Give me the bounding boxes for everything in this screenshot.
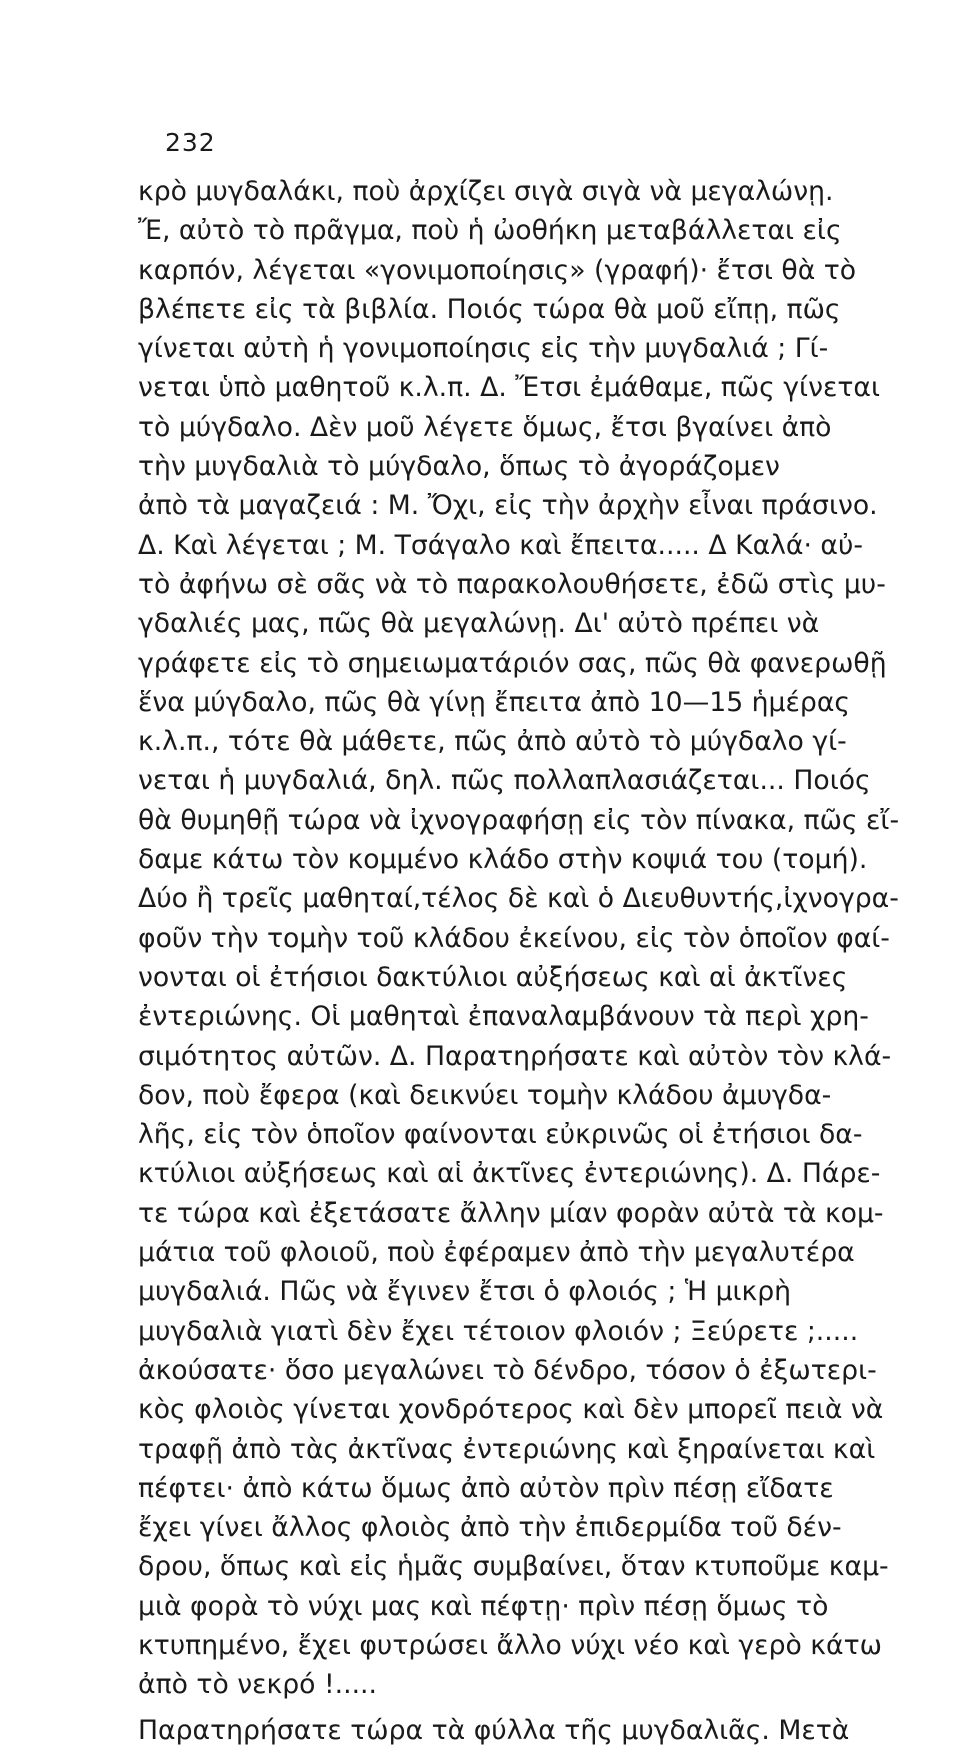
text-line: γδαλιές μας, πῶς θὰ μεγαλώνῃ. Δι' αὐτὸ πρέπει νὰ: [138, 608, 820, 640]
text-line: ἕνα μύγδαλο, πῶς θὰ γίνῃ ἔπειτα ἀπὸ 10—15 ἡμέρας: [138, 686, 851, 718]
text-line: Δύο ἢ τρεῖς μαθηταί,τέλος δὲ καὶ ὁ Διευθυντής,ἰχνογρα-: [138, 883, 899, 915]
text-line: τὴν μυγδαλιὰ τὸ μύγδαλο, ὅπως τὸ ἀγοράζομεν: [138, 451, 780, 483]
text-line: ἐντεριώνης. Οἱ μαθηταὶ ἐπαναλαμβάνουν τὰ περὶ χρη-: [138, 1001, 869, 1033]
text-line: τραφῇ ἀπὸ τὰς ἀκτῖνας ἐντεριώνης καὶ ξηραίνεται καὶ: [138, 1433, 876, 1465]
page-number: 232: [165, 128, 216, 157]
text-line: σιμότητος αὐτῶν. Δ. Παρατηρήσατε καὶ αὐτὸν τὸν κλά-: [138, 1040, 892, 1072]
text-line: τὸ μύγδαλο. Δὲν μοῦ λέγετε ὅμως, ἔτσι βγαίνει ἀπὸ: [138, 411, 832, 443]
text-line: κτυπημένο, ἔχει φυτρώσει ἄλλο νύχι νέο καὶ γερὸ κάτω: [138, 1629, 882, 1661]
text-line: ἀπὸ τὰ μαγαζειά : Μ. Ὄχι, εἰς τὴν ἀρχὴν εἶναι πράσινο.: [138, 490, 878, 522]
text-line: δαμε κάτω τὸν κομμένο κλάδο στὴν κοψιά του (τομή).: [138, 844, 868, 876]
text-line: κρὸ μυγδαλάκι, ποὺ ἀρχίζει σιγὰ σιγὰ νὰ μεγαλώνῃ.: [138, 176, 834, 207]
text-line: μάτια τοῦ φλοιοῦ, ποὺ ἐφέραμεν ἀπὸ τὴν μεγαλυτέρα: [138, 1237, 855, 1269]
text-line: τὸ ἀφήνω σὲ σᾶς νὰ τὸ παρακολουθήσετε, ἐδῶ στὶς μυ-: [138, 568, 886, 600]
text-line: γράφετε εἰς τὸ σημειωματάριόν σας, πῶς θὰ φανερωθῇ: [138, 647, 887, 679]
text-line: κ.λ.π., τότε θὰ μάθετε, πῶς ἀπὸ αὐτὸ τὸ μύγδαλο γί-: [138, 726, 847, 758]
text-line: ἀκούσατε· ὅσο μεγαλώνει τὸ δένδρο, τόσον ὁ ἐξωτερι-: [138, 1354, 877, 1386]
text-line: κὸς φλοιὸς γίνεται χονδρότερος καὶ δὲν μπορεῖ πειὰ νὰ: [138, 1394, 884, 1426]
text-line: καρπόν, λέγεται «γονιμοποίησις» (γραφή)· ἔτσι θὰ τὸ: [138, 254, 857, 286]
text-line: ἔχει γίνει ἄλλος φλοιὸς ἀπὸ τὴν ἐπιδερμίδα τοῦ δέν-: [138, 1512, 842, 1544]
text-line: θὰ θυμηθῇ τώρα νὰ ἰχνογραφήσῃ εἰς τὸν πίνακα, πῶς εἴ-: [138, 804, 900, 836]
text-line: νεται ὑπὸ μαθητοῦ κ.λ.π. Δ. Ἔτσι ἐμάθαμε, πῶς γίνεται: [138, 372, 881, 404]
text-line: μυγδαλιὰ γιατὶ δὲν ἔχει τέτοιον φλοιόν ; Ξεύρετε ;.....: [138, 1315, 859, 1347]
text-line: δρου, ὅπως καὶ εἰς ἡμᾶς συμβαίνει, ὅταν κτυποῦμε καμ-: [138, 1551, 889, 1583]
text-line: λῆς, εἰς τὸν ὁποῖον φαίνονται εὐκρινῶς οἱ ἐτήσιοι δα-: [138, 1119, 863, 1151]
text-line: νεται ἡ μυγδαλιά, δηλ. πῶς πολλαπλασιάζεται... Ποιός: [138, 765, 871, 797]
text-line: ἀπὸ τὸ νεκρό !.....: [138, 1669, 377, 1701]
text-line: κτύλιοι αὐξήσεως καὶ αἱ ἀκτῖνες ἐντεριώνης). Δ. Πάρε-: [138, 1158, 881, 1190]
text-line: γίνεται αὐτὴ ἡ γονιμοποίησις εἰς τὴν μυγδαλιά ; Γί-: [138, 333, 829, 365]
text-line: πέφτει· ἀπὸ κάτω ὅμως ἀπὸ αὐτὸν πρὶν πέσῃ εἴδατε: [138, 1472, 834, 1504]
text-line: μιὰ φορὰ τὸ νύχι μας καὶ πέφτῃ· πρὶν πέσῃ ὅμως τὸ: [138, 1590, 829, 1622]
paragraph-start-line: Παρατηρήσατε τώρα τὰ φύλλα τῆς μυγδαλιᾶς. Μετὰ: [138, 1714, 850, 1746]
text-line: δον, ποὺ ἔφερα (καὶ δεικνύει τομὴν κλάδου ἀμυγδα-: [138, 1079, 832, 1111]
body-text: [138, 172, 938, 1750]
text-line: βλέπετε εἰς τὰ βιβλία. Ποιός τώρα θὰ μοῦ εἴπῃ, πῶς: [138, 293, 841, 325]
text-line: νονται οἱ ἐτήσιοι δακτύλιοι αὐξήσεως καὶ αἱ ἀκτῖνες: [138, 961, 848, 993]
text-line: Δ. Καὶ λέγεται ; Μ. Τσάγαλο καὶ ἔπειτα..... Δ Καλά· αὐ-: [138, 529, 864, 561]
text-line: τε τώρα καὶ ἐξετάσατε ἄλλην μίαν φορὰν αὐτὰ τὰ κομ-: [138, 1197, 884, 1229]
text-line: Ἔ, αὐτὸ τὸ πρᾶγμα, ποὺ ἡ ὠοθήκη μεταβάλλεται εἰς: [138, 215, 842, 247]
text-line: μυγδαλιά. Πῶς νὰ ἔγινεν ἔτσι ὁ φλοιός ; Ἡ μικρὴ: [138, 1276, 792, 1308]
text-line: φοῦν τὴν τομὴν τοῦ κλάδου ἐκείνου, εἰς τὸν ὁποῖον φαί-: [138, 922, 890, 954]
